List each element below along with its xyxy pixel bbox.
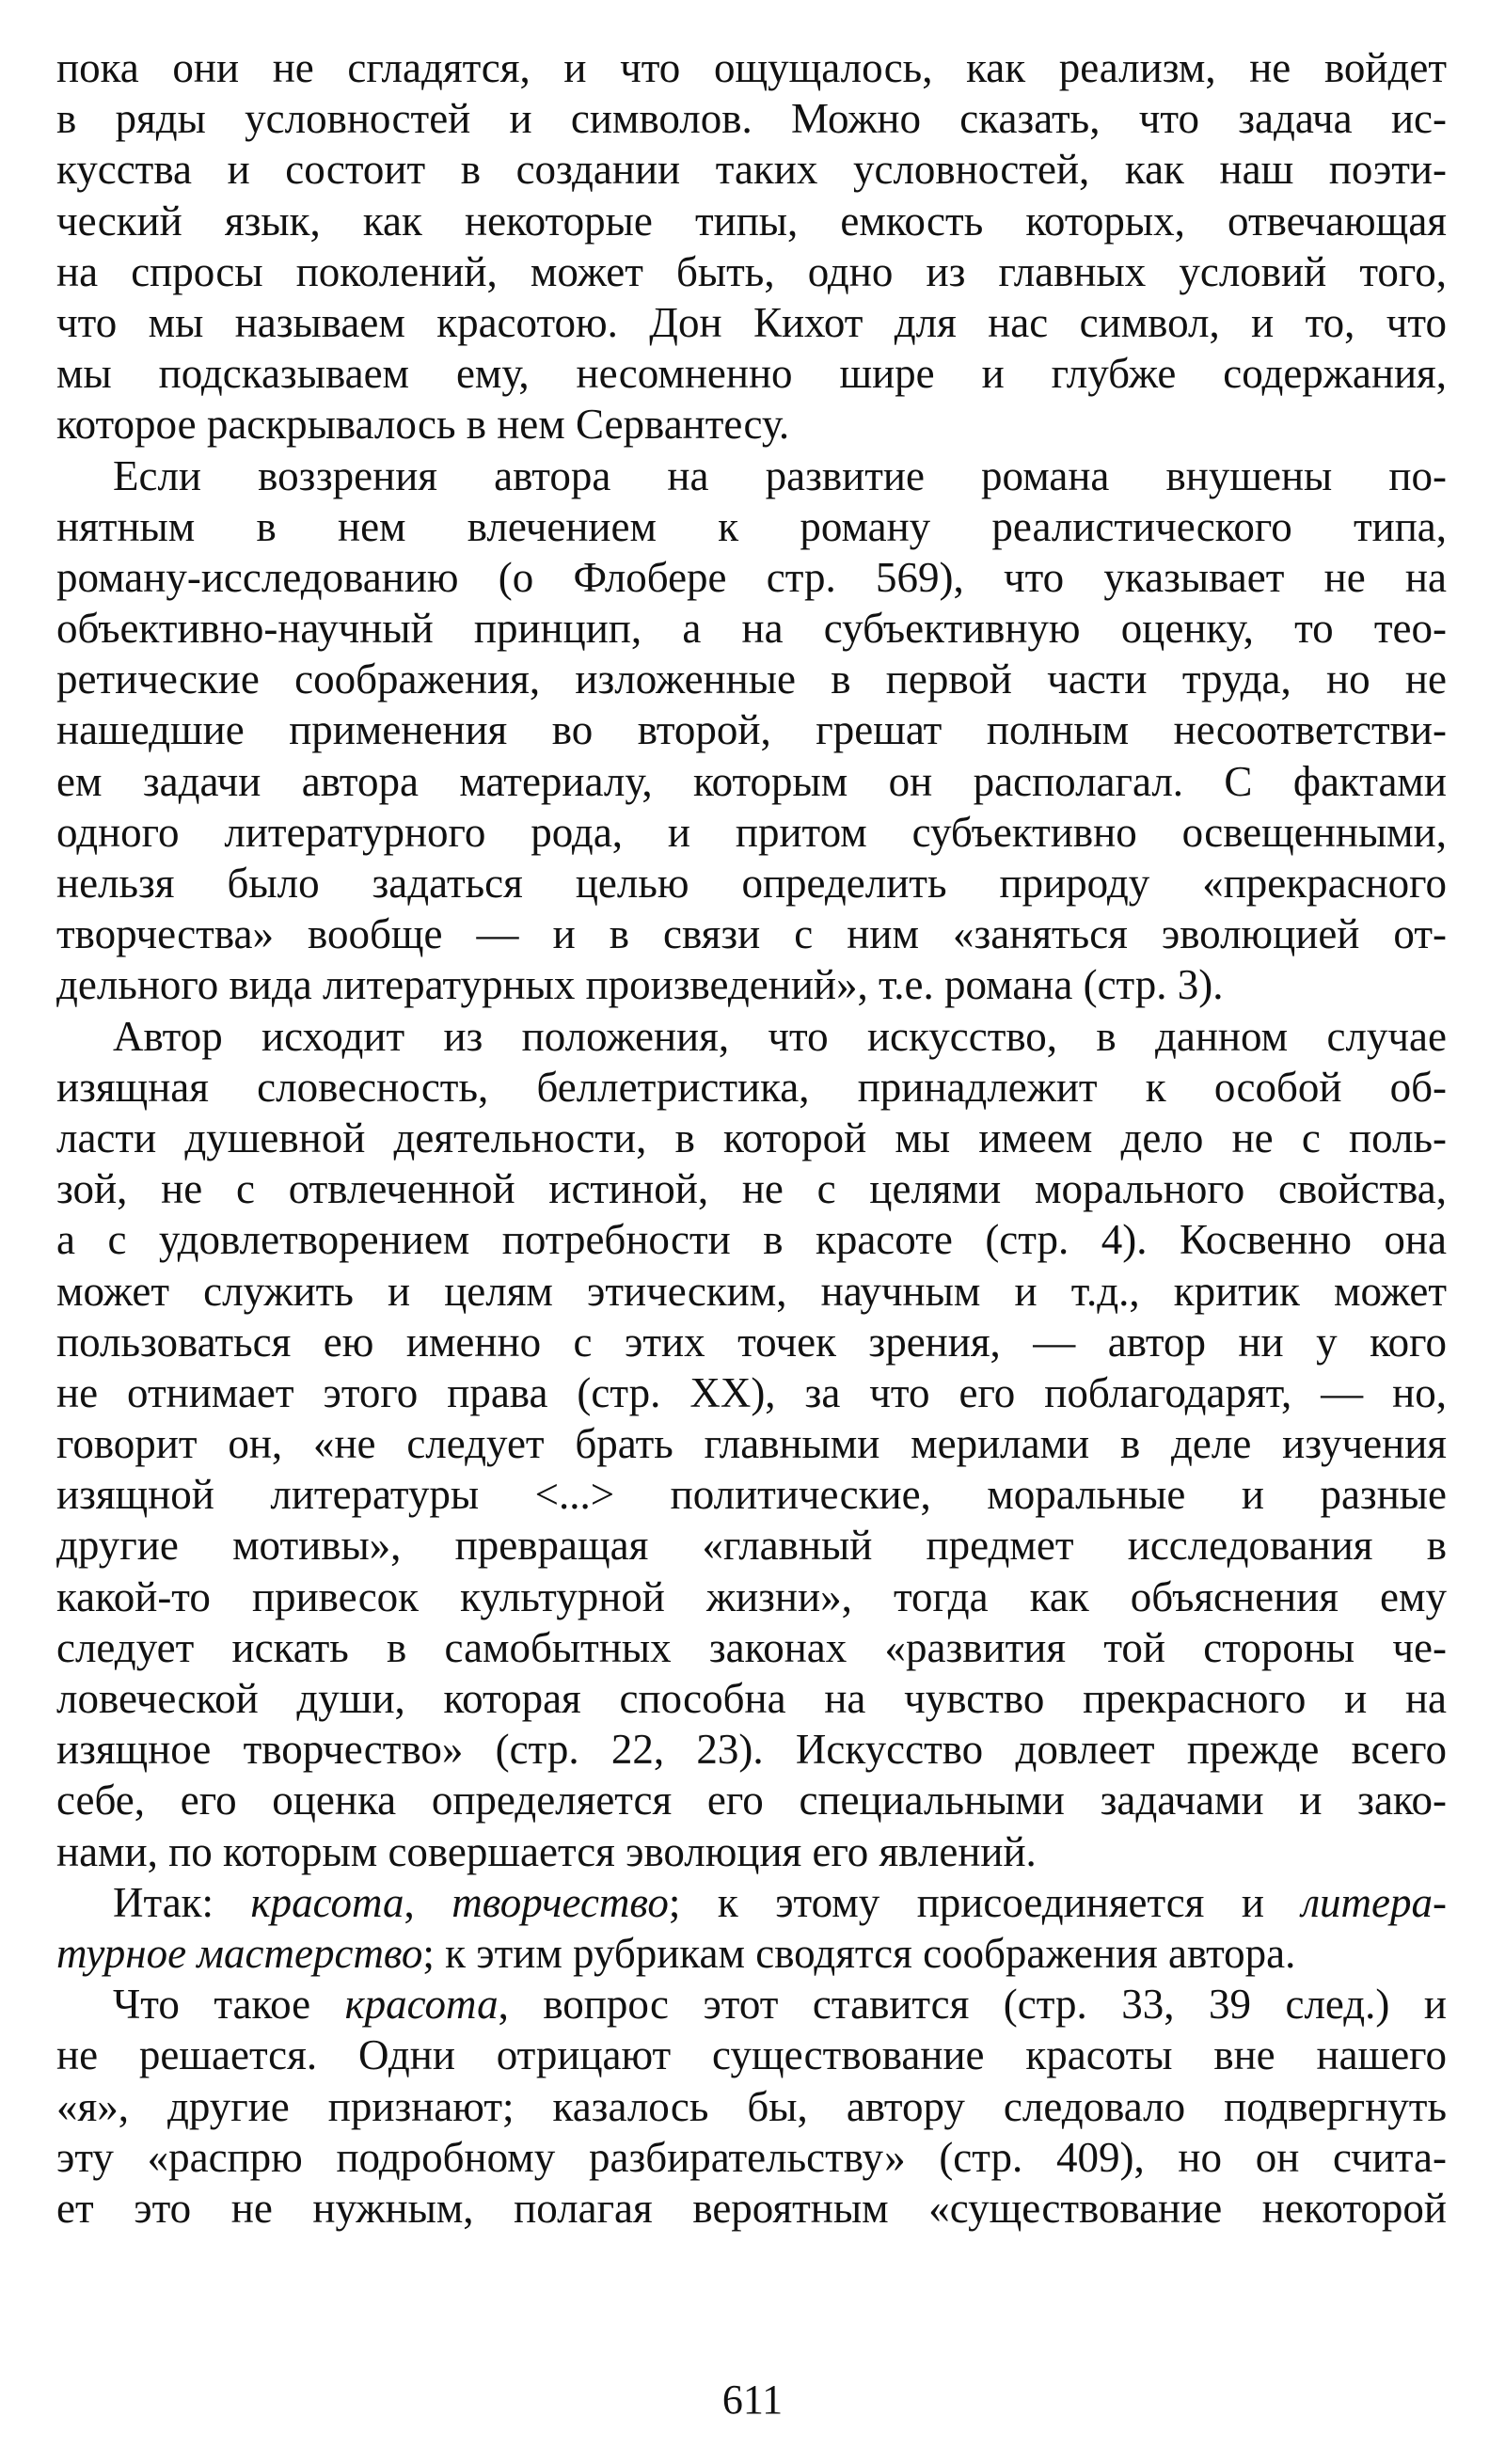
text-segment: может служить и целям этическим, научным и т.д., критик может bbox=[56, 1267, 1447, 1315]
text-line bbox=[56, 1979, 1447, 2030]
text-segment: а с удовлетворением потребности в красоте (стр. 4). Косвенно она bbox=[56, 1216, 1447, 1264]
text-line bbox=[56, 1826, 1447, 1877]
text-segment: что мы называем красотою. Дон Кихот для нас символ, и то, что bbox=[56, 298, 1447, 346]
text-line bbox=[56, 2132, 1447, 2183]
text-segment: Что такое bbox=[113, 1981, 345, 2029]
text-line bbox=[56, 42, 1447, 93]
text-line bbox=[56, 603, 1447, 654]
text-line bbox=[56, 1775, 1447, 1825]
text-segment: другие мотивы», превращая «главный предмет исследования в bbox=[56, 1522, 1447, 1570]
text-line bbox=[56, 399, 1447, 450]
text-segment: нашедшие применения во второй, грешат полным несоответстви- bbox=[56, 706, 1447, 754]
text-segment: которое раскрывалось в нем Сервантесу. bbox=[56, 401, 790, 449]
text-line bbox=[56, 93, 1447, 144]
text-segment: в ряды условностей и символов. Можно сказать, что задача ис- bbox=[56, 95, 1447, 143]
text-line bbox=[56, 1163, 1447, 1214]
text-segment: изящная словесность, беллетристика, принадлежит к особой об- bbox=[56, 1063, 1447, 1111]
text-segment: не отнимает этого права (стр. XX), за что его поблагодарят, — но, bbox=[56, 1368, 1447, 1416]
text-segment: не решается. Одни отрицают существование красоты вне нашего bbox=[56, 2031, 1447, 2079]
italic-term: красота bbox=[344, 1981, 499, 2029]
text-line bbox=[56, 1266, 1447, 1317]
text-line bbox=[56, 1011, 1447, 1062]
text-line bbox=[56, 908, 1447, 959]
text-line bbox=[56, 807, 1447, 858]
text-line bbox=[56, 1572, 1447, 1622]
text-segment: ловеческой души, которая способна на чувство прекрасного и на bbox=[56, 1675, 1447, 1722]
text-line bbox=[56, 1062, 1447, 1113]
text-segment: творчества» вообще — и в связи с ним «заняться эволюцией от- bbox=[56, 910, 1447, 958]
text-line bbox=[56, 1622, 1447, 1673]
text-line bbox=[56, 348, 1447, 399]
text-segment: ет это не нужным, полагая вероятным «существование некоторой bbox=[56, 2184, 1447, 2232]
text-segment: кусства и состоит в создании таких условностей, как наш поэти- bbox=[56, 146, 1447, 194]
text-line bbox=[56, 2183, 1447, 2234]
text-segment: , вопрос этот ставится (стр. 33, 39 след.) и bbox=[498, 1981, 1447, 2029]
text-line bbox=[56, 196, 1447, 246]
text-segment: ретические соображения, изложенные в первой части труда, но не bbox=[56, 655, 1447, 703]
text-line bbox=[56, 756, 1447, 807]
italic-term: красота bbox=[250, 1878, 404, 1926]
text-segment: зой, не с отвлеченной истиной, не с целями морального свойства, bbox=[56, 1165, 1447, 1213]
text-segment: на спросы поколений, может быть, одно из главных условий того, bbox=[56, 247, 1447, 295]
text-segment: Автор исходит из положения, что искусство, в данном случае bbox=[113, 1012, 1447, 1060]
text-line bbox=[56, 450, 1447, 501]
text-segment: ласти душевной деятельности, в которой мы имеем дело не с поль- bbox=[56, 1114, 1447, 1161]
text-line bbox=[56, 654, 1447, 704]
document-body bbox=[56, 42, 1447, 2234]
text-line bbox=[56, 1367, 1447, 1418]
text-line bbox=[56, 501, 1447, 552]
text-line bbox=[56, 1317, 1447, 1367]
text-line bbox=[56, 1673, 1447, 1724]
text-segment: нельзя было задаться целью определить природу «прекрасного bbox=[56, 860, 1447, 907]
text-line bbox=[56, 704, 1447, 755]
text-line bbox=[56, 1520, 1447, 1571]
text-segment: говорит он, «не следует брать главными мерилами в деле изучения bbox=[56, 1420, 1447, 1468]
text-segment: мы подсказываем ему, несомненно шире и глубже содержания, bbox=[56, 350, 1447, 398]
text-segment: одного литературного рода, и притом субъективно освещенными, bbox=[56, 808, 1447, 856]
text-line bbox=[56, 1469, 1447, 1520]
text-line bbox=[56, 1113, 1447, 1163]
text-line bbox=[56, 1418, 1447, 1469]
text-line bbox=[56, 2081, 1447, 2132]
text-line bbox=[56, 144, 1447, 195]
text-segment: нятным в нем влечением к роману реалистического типа, bbox=[56, 502, 1447, 550]
text-segment: себе, его оценка определяется его специальными задачами и зако- bbox=[56, 1777, 1447, 1824]
text-segment: изящной литературы <...> политические, моральные и разные bbox=[56, 1471, 1447, 1519]
text-line bbox=[56, 959, 1447, 1010]
text-segment: объективно-научный принцип, а на субъективную оценку, то тео- bbox=[56, 605, 1447, 653]
text-segment: дельного вида литературных произведений», т.е. романа (стр. 3). bbox=[56, 961, 1224, 1009]
page-number: 611 bbox=[721, 2377, 784, 2423]
italic-term: турное мастерство bbox=[56, 1929, 423, 1977]
italic-term: творчество bbox=[452, 1878, 669, 1926]
text-line bbox=[56, 297, 1447, 348]
italic-term: литера- bbox=[1301, 1878, 1447, 1926]
text-segment: ческий язык, как некоторые типы, емкость которых, отвечающая bbox=[56, 197, 1447, 245]
text-segment: , bbox=[404, 1878, 452, 1926]
text-segment: роману-исследованию (о Флобере стр. 569), что указывает не на bbox=[56, 553, 1447, 601]
text-line bbox=[56, 1877, 1447, 1928]
text-segment: ; к этому присоединяется и bbox=[668, 1878, 1302, 1926]
text-segment: нами, по которым совершается эволюция его явлений. bbox=[56, 1827, 1037, 1875]
text-line bbox=[56, 2030, 1447, 2080]
text-line bbox=[56, 246, 1447, 297]
text-segment: пока они не сгладятся, и что ощущалось, как реализм, не войдет bbox=[56, 44, 1447, 91]
text-line bbox=[56, 552, 1447, 603]
text-segment: изящное творчество» (стр. 22, 23). Искусство довлеет прежде всего bbox=[56, 1726, 1447, 1774]
text-segment: ем задачи автора материалу, которым он располагал. С фактами bbox=[56, 757, 1447, 805]
text-segment: пользоваться ею именно с этих точек зрения, — автор ни у кого bbox=[56, 1318, 1447, 1366]
text-line bbox=[56, 1724, 1447, 1775]
text-line bbox=[56, 858, 1447, 908]
text-line bbox=[56, 1214, 1447, 1265]
text-line bbox=[56, 1928, 1447, 1979]
text-segment: следует искать в самобытных законах «развития той стороны че- bbox=[56, 1623, 1447, 1671]
text-segment: «я», другие признают; казалось бы, автору следовало подвергнуть bbox=[56, 2082, 1447, 2130]
text-segment: какой-то привесок культурной жизни», тогда как объяснения ему bbox=[56, 1572, 1447, 1620]
text-segment: эту «распрю подробному разбирательству» (стр. 409), но он счита- bbox=[56, 2133, 1447, 2181]
text-segment: Если воззрения автора на развитие романа внушены по- bbox=[113, 451, 1447, 499]
text-segment: ; к этим рубрикам сводятся соображения автора. bbox=[422, 1929, 1296, 1977]
text-segment: Итак: bbox=[113, 1878, 251, 1926]
